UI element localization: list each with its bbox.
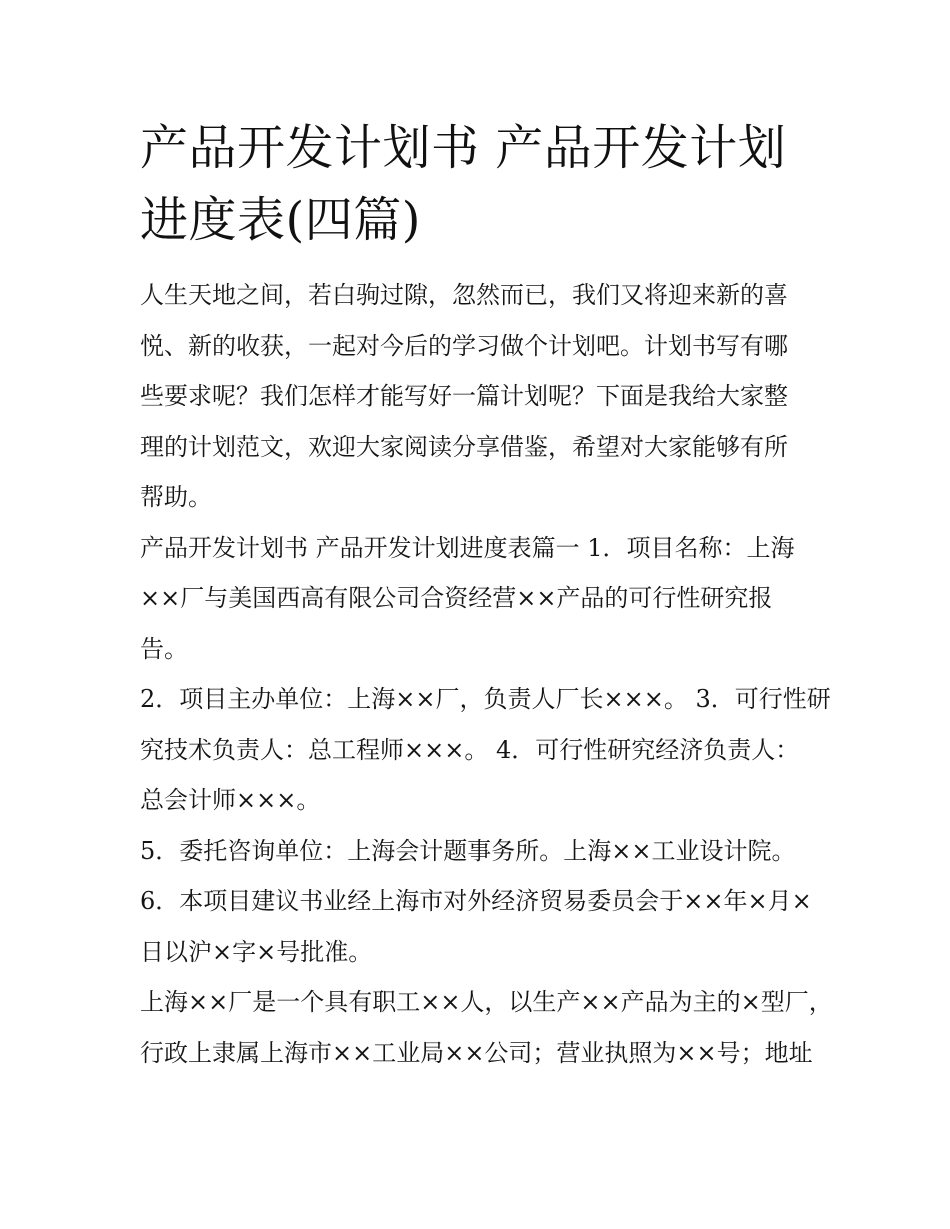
factory-paragraph	[140, 977, 833, 1078]
text-line: ××厂与美国西高有限公司合资经营××产品的可行性研究报	[140, 584, 773, 612]
text-line: 日以沪×字×号批准。	[140, 937, 373, 966]
text-line: 理的计划范文，欢迎大家阅读分享借鉴，希望对大家能够有所	[140, 432, 788, 461]
text-line: 2．项目主办单位：上海××厂，负责人厂长×××。 3．可行性研	[140, 685, 831, 713]
sponsor-paragraph	[140, 674, 831, 826]
text-line: 行政上隶属上海市××工业局××公司；营业执照为××号；地址	[140, 1038, 813, 1067]
document-title	[140, 112, 820, 256]
project-name-paragraph	[140, 523, 820, 675]
text-line: 些要求呢？我们怎样才能写好一篇计划呢？下面是我给大家整	[140, 382, 788, 410]
text-line: 悦、新的收获，一起对今后的学习做个计划吧。计划书写有哪	[140, 331, 788, 360]
text-line: 人生天地之间，若白驹过隙，忽然而已，我们又将迎来新的喜	[140, 281, 788, 309]
text-line: 上海××厂是一个具有职工××人，以生产××产品为主的×型厂，	[140, 988, 833, 1016]
text-line: 究技术负责人：总工程师×××。 4．可行性研究经济负责人：	[140, 735, 800, 764]
text-line: 告。	[140, 634, 188, 663]
text-line: 5．委托咨询单位：上海会计题事务所。上海××工业设计院。	[140, 836, 796, 865]
text-line: 产品开发计划书 产品开发计划进度表篇一 1．项目名称：上海	[140, 533, 795, 562]
title-line: 产品开发计划书 产品开发计划	[140, 120, 787, 176]
text-line: 总会计师×××。	[140, 786, 321, 814]
text-line: 6．本项目建议书业经上海市对外经济贸易委员会于××年×月×	[140, 887, 812, 915]
intro-paragraph	[140, 270, 820, 523]
consulting-paragraph	[140, 826, 820, 877]
document-body	[140, 112, 833, 1078]
title-line: 进度表(四篇)	[140, 192, 421, 248]
approval-paragraph	[140, 876, 820, 977]
text-line: 帮助。	[140, 483, 212, 511]
